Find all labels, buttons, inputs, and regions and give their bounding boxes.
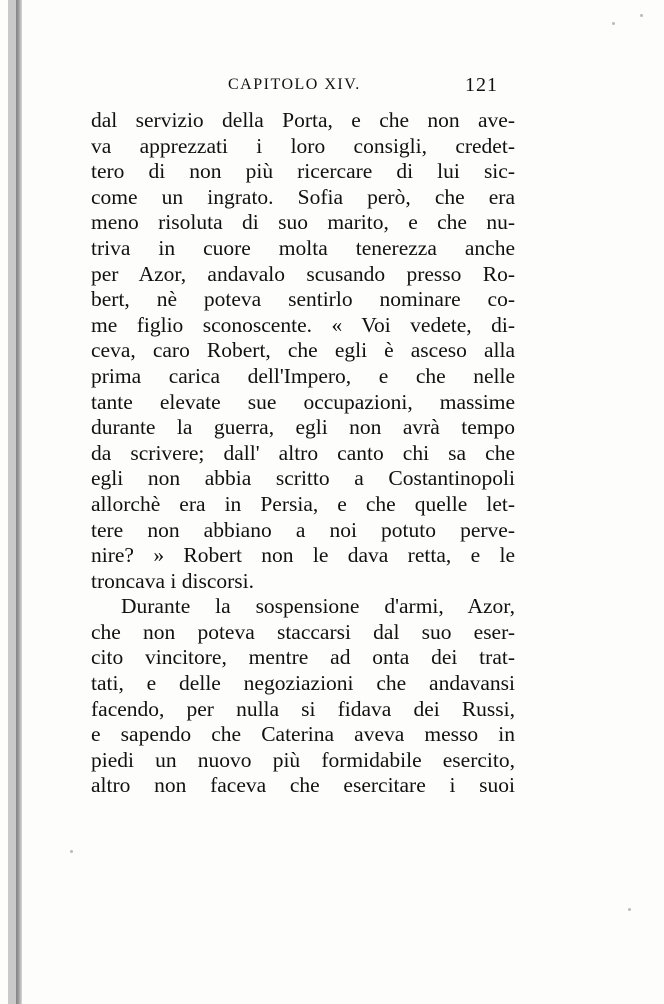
paragraph-first-line: Durante la sospensione d'armi, Azor, — [121, 594, 515, 619]
running-head: CAPITOLO XIV. — [228, 76, 361, 93]
page-binding-edge — [8, 0, 22, 1004]
text-line: come un ingrato. Sofia però, che era — [91, 184, 515, 209]
text-line: va apprezzati i loro consigli, credet- — [91, 133, 515, 158]
text-line: meno risoluta di suo marito, e che nu- — [91, 210, 515, 235]
text-line: prima carica dell'Impero, e che nelle — [91, 363, 515, 388]
page-header — [0, 76, 664, 102]
paper-speck — [70, 850, 73, 853]
text-line: piedi un nuovo più formidabile esercito, — [91, 747, 515, 772]
text-line: che non poteva staccarsi dal suo eser- — [91, 619, 515, 644]
text-line: allorchè era in Persia, e che quelle let- — [91, 491, 515, 516]
text-line: bert, nè poteva sentirlo nominare co- — [91, 287, 515, 312]
text-line: tati, e delle negoziazioni che andavansi — [91, 671, 515, 696]
text-line: facendo, per nulla si fidava dei Russi, — [91, 696, 515, 721]
text-line: altro non faceva che esercitare i suoi — [91, 773, 515, 798]
text-line: ceva, caro Robert, che egli è asceso alla — [91, 338, 515, 363]
text-line: tere non abbiano a noi potuto perve- — [91, 517, 515, 542]
text-line: cito vincitore, mentre ad onta dei trat- — [91, 645, 515, 670]
page-number: 121 — [465, 74, 498, 96]
paragraph-last-line: troncava i discorsi. — [91, 568, 254, 593]
text-line: tero di non più ricercare di lui sic- — [91, 159, 515, 184]
text-line: e sapendo che Caterina aveva messo in — [91, 722, 515, 747]
paper-speck — [612, 22, 615, 25]
paper-speck — [628, 908, 631, 911]
text-line: egli non abbia scritto a Costantinopoli — [91, 466, 515, 491]
text-line: dal servizio della Porta, e che non ave- — [91, 108, 515, 132]
binding-shadow — [8, 0, 16, 1004]
body-text — [91, 108, 515, 799]
text-line: durante la guerra, egli non avrà tempo — [91, 415, 515, 440]
text-line: da scrivere; dall' altro canto chi sa che — [91, 440, 515, 465]
text-line: tante elevate sue occupazioni, massime — [91, 389, 515, 414]
text-line: per Azor, andavalo scusando presso Ro- — [91, 261, 515, 286]
paper-speck — [640, 14, 643, 17]
text-line: triva in cuore molta tenerezza anche — [91, 235, 515, 260]
text-line: nire? » Robert non le dava retta, e le — [91, 543, 515, 568]
text-line: me figlio sconoscente. « Voi vedete, di- — [91, 312, 515, 337]
